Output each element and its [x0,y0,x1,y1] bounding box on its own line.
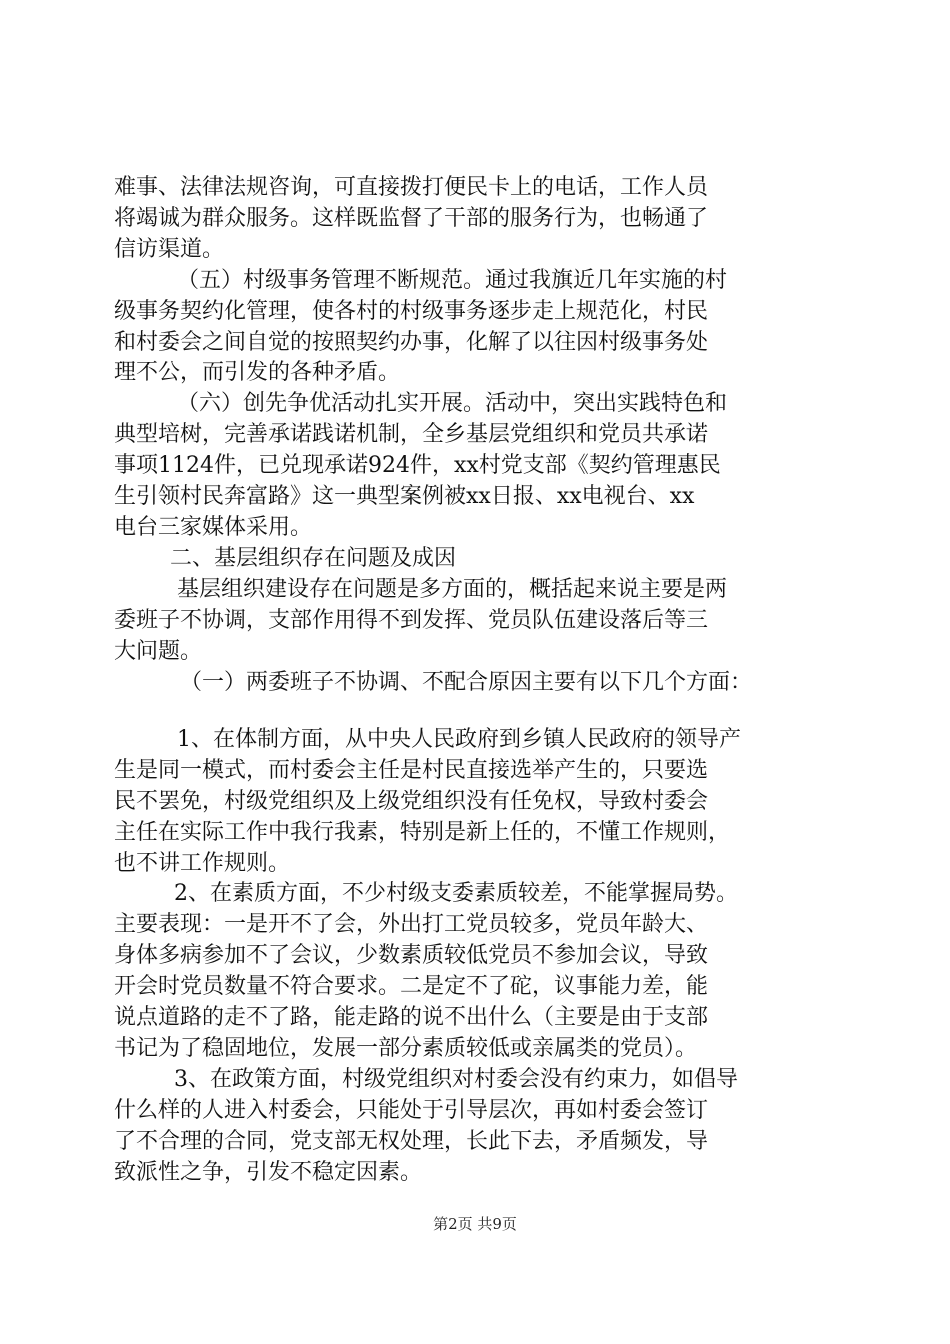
text-line [0,938,950,973]
text-line [0,232,950,267]
text-line [0,541,950,576]
text-line [0,722,950,757]
text-line [0,417,950,452]
text-line [0,448,950,483]
line-text: 1、在体制方面，从中央人民政府到乡镇人民政府的领导产 [177,727,741,752]
line-text: 大问题。 [114,639,203,664]
line-text: 难事、法律法规咨询，可直接拨打便民卡上的电话，工作人员 [114,175,709,200]
text-line [0,1031,950,1066]
text-line [0,815,950,850]
text-line [0,294,950,329]
line-text: 书记为了稳固地位，发展一部分素质较低或亲属类的党员）。 [114,1036,698,1061]
line-text: 基层组织建设存在问题是多方面的，概括起来说主要是两 [177,577,728,602]
text-line [0,969,950,1004]
line-text: （一）两委班子不协调、不配合原因主要有以下几个方面： [180,670,753,695]
line-text: 电台三家媒体采用。 [114,515,313,540]
line-text: 主任在实际工作中我行我素，特别是新上任的，不懂工作规则， [114,820,731,845]
line-text: 将竭诚为群众服务。这样既监督了干部的服务行为，也畅通了 [114,206,709,231]
line-text: 生是同一模式，而村委会主任是村民直接选举产生的，只要选 [114,758,709,783]
line-text: 2、在素质方面，不少村级支委素质较差，不能掌握局势。 [174,881,738,906]
page-number: 第2页 共9页 [433,1215,517,1233]
text-line [0,634,950,669]
line-text: 民不罢免，村级党组织及上级党组织没有任免权，导致村委会 [114,789,709,814]
line-text: 委班子不协调，支部作用得不到发挥、党员队伍建设落后等三 [114,608,709,633]
text-line [0,907,950,942]
text-line [0,665,950,700]
text-line [0,603,950,638]
text-line [0,510,950,545]
line-text: （六）创先争优活动扎实开展。活动中，突出实践特色和 [177,391,728,416]
line-text: 理不公，而引发的各种矛盾。 [114,360,401,385]
line-text: 开会时党员数量不符合要求。二是定不了砣，议事能力差，能 [114,974,709,999]
text-line [0,355,950,390]
line-text: 说点道路的走不了路，能走路的说不出什么（主要是由于支部 [114,1005,709,1030]
line-text: 典型培树，完善承诺践诺机制，全乡基层党组织和党员共承诺 [114,422,709,447]
text-line [0,479,950,514]
line-text: 了不合理的合同，党支部无权处理，长此下去，矛盾频发，导 [114,1129,709,1154]
text-line [0,170,950,205]
line-text: 也不讲工作规则。 [114,851,291,876]
text-line [0,386,950,421]
line-text: （五）村级事务管理不断规范。通过我旗近几年实施的村 [177,268,728,293]
text-line [0,876,950,911]
text-line [0,753,950,788]
text-line [0,201,950,236]
text-line [0,1124,950,1159]
text-line [0,1000,950,1035]
line-text: 二、基层组织存在问题及成因 [170,546,457,571]
page-footer [0,1213,950,1235]
line-text: 事项1124件，已兑现承诺924件，xx村党支部《契约管理惠民 [114,453,721,478]
text-line [0,572,950,607]
text-line [0,1062,950,1097]
line-text: 和村委会之间自觉的按照契约办事，化解了以往因村级事务处 [114,330,709,355]
line-text: 3、在政策方面，村级党组织对村委会没有约束力，如倡导 [174,1067,738,1092]
text-line [0,784,950,819]
line-text: 主要表现：一是开不了会，外出打工党员较多，党员年龄大、 [114,912,709,937]
line-text: 什么样的人进入村委会，只能处于引导层次，再如村委会签订 [114,1098,709,1123]
line-text: 身体多病参加不了会议，少数素质较低党员不参加会议，导致 [114,943,709,968]
line-text: 级事务契约化管理，使各村的村级事务逐步走上规范化，村民 [114,299,709,324]
text-line [0,1155,950,1190]
line-text: 信访渠道。 [114,237,225,262]
text-line [0,1093,950,1128]
text-line [0,263,950,298]
line-text: 致派性之争，引发不稳定因素。 [114,1160,423,1185]
line-text: 生引领村民奔富路》这一典型案例被xx日报、xx电视台、xx [114,484,695,509]
